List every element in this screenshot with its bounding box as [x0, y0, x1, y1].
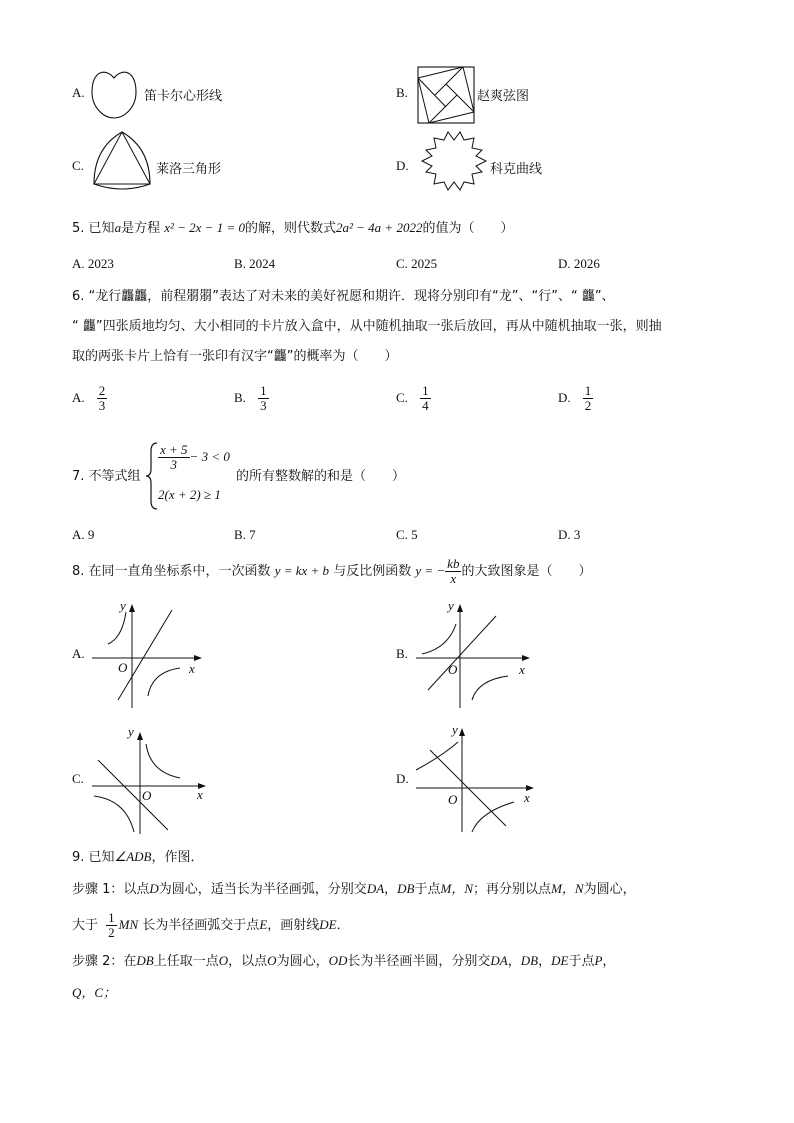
q5-equation: x² − 2x − 1 = 0: [164, 220, 245, 235]
question-8: [72, 556, 591, 586]
q6-option-b-den: 3: [260, 398, 267, 413]
q9-step1b-end: ．: [336, 918, 350, 933]
q9-step2-b: 上任取一点: [153, 954, 219, 969]
q9-point-e: E: [259, 917, 268, 932]
q7-row1-rest: − 3 < 0: [189, 449, 230, 464]
q6-line-3: 取的两张卡片上恰有一张印有汉字“龘”的概率为（ ）: [72, 349, 398, 364]
q9-step2-comma-2: ，: [538, 954, 552, 969]
q8-graph-c: [88, 720, 212, 836]
q5-end: 的值为（ ）: [422, 221, 514, 236]
q6-option-a-num: 2: [98, 383, 106, 398]
q5-option-d: D. 2026: [558, 256, 600, 271]
q8-f2-den: x: [450, 571, 457, 586]
q9-segment-mn: MN: [118, 917, 139, 932]
q8-post: 的大致图象是（ ）: [461, 564, 592, 579]
q7-pre: 7. 不等式组: [72, 469, 141, 484]
question-5: [72, 213, 513, 243]
q9-step1b-pre: 大于: [72, 918, 99, 933]
q4-option-d-letter: D.: [396, 158, 409, 173]
q5-post: 的解，则代数式: [244, 221, 336, 236]
axis-x-label: x: [197, 787, 203, 802]
q9-point-o-2: O: [267, 953, 277, 968]
axis-x-label: x: [519, 662, 525, 677]
q9-points-mn-2: M，N: [551, 881, 584, 896]
q8-graph-b: [412, 596, 536, 714]
q8-graph-d: [412, 718, 540, 836]
q9-line-1: [72, 842, 204, 872]
q9-step2-de: DE: [551, 953, 569, 968]
q6-option-c-letter: C.: [396, 390, 408, 405]
q4-option-b-caption: 赵爽弦图: [477, 89, 530, 104]
q5-number: 5.: [72, 221, 85, 236]
q6-option-d-letter: D.: [558, 390, 571, 405]
q9-ray-db: DB: [397, 881, 415, 896]
q9-comma: ，: [384, 882, 398, 897]
q8-option-c-letter: C.: [72, 771, 84, 786]
q9-ray-da: DA: [366, 881, 385, 896]
koch-curve-figure: [414, 128, 494, 194]
q9-points-mn: M，N: [440, 881, 474, 896]
q7-option-c: C. 5: [396, 527, 418, 542]
q9-half-den: 2: [108, 925, 115, 940]
q5-option-b: B. 2024: [234, 256, 276, 271]
q4-option-c-caption: 莱洛三角形: [156, 162, 222, 177]
q9-step2-comma-1: ，: [507, 954, 521, 969]
q6-option-d-den: 2: [584, 398, 592, 413]
q5-pre: 已知: [88, 221, 115, 236]
q8-mid: 与反比例函数: [333, 564, 412, 579]
q4-option-d-caption: 科克曲线: [490, 162, 543, 177]
q6-option-a-den: 3: [98, 398, 106, 413]
q9-step2-d: 为圆心，: [276, 954, 329, 969]
axis-x-label: x: [524, 790, 530, 805]
q8-graph-a: [88, 596, 208, 714]
q4-option-b-letter: B.: [396, 85, 408, 100]
q4-option-a-letter: A.: [72, 85, 85, 100]
q9-step-2: [72, 946, 615, 976]
q9-step2-a: 步骤 2：在: [72, 954, 137, 969]
q9-step2-e: 长为半径画半圆，分别交: [347, 954, 491, 969]
origin-label: O: [448, 792, 458, 807]
q9-point-p: P: [594, 953, 603, 968]
axis-y-label: y: [128, 724, 134, 739]
q6-option-c: [396, 384, 431, 413]
q6-line-1: 6. “龙行龘龘，前程朤朤”表达了对未来的美好祝愿和期许．现将分别印有“龙”、“行”、“ 龘”、: [72, 289, 615, 304]
cardioid-figure: [88, 66, 140, 120]
q7-option-a: A. 9: [72, 527, 95, 542]
q9-pre: 9. 已知: [72, 850, 115, 865]
q9-step2-db-2: DB: [520, 953, 539, 968]
axis-y-label: y: [120, 598, 126, 613]
q9-step1b-post: ，画射线: [267, 918, 320, 933]
q8-f2-num: kb: [447, 556, 460, 571]
q7-row1-den: 3: [170, 457, 178, 472]
q9-step2-c: ，以点: [228, 954, 268, 969]
origin-label: O: [142, 788, 152, 803]
q7-option-b: B. 7: [234, 527, 256, 542]
origin-label: O: [448, 662, 458, 677]
q9-step1-d: ；再分别以点: [473, 882, 552, 897]
zhaoshuang-figure: [415, 64, 477, 126]
q5-option-c: C. 2025: [396, 256, 438, 271]
q9-step-1b: [72, 910, 350, 940]
reuleaux-figure: [88, 128, 156, 192]
q9-step1-e: 为圆心，: [583, 882, 636, 897]
axis-x-label: x: [189, 661, 195, 676]
q9-segment-od: OD: [328, 953, 348, 968]
axis-y-label: y: [448, 598, 454, 613]
q9-angle: ∠ADB: [114, 849, 152, 864]
q6-option-c-num: 1: [422, 383, 429, 398]
q9-half-num: 1: [108, 910, 115, 925]
q8-option-b-letter: B.: [396, 646, 408, 661]
q7-post: 的所有整数解的和是（ ）: [236, 469, 406, 484]
left-brace-icon: [145, 441, 159, 511]
q8-f2-left: y = −: [415, 563, 446, 578]
q7-inequality-1: [158, 443, 230, 472]
q7-inequality-2: 2(x + 2) ≥ 1: [158, 487, 221, 502]
q7-row1-num: x + 5: [160, 442, 188, 457]
q9-step1b-mid: 长为半径画弧交于点: [142, 918, 260, 933]
q9-point-o: O: [218, 953, 229, 968]
q5-option-a: A. 2023: [72, 256, 114, 271]
q4-option-c-letter: C.: [72, 158, 84, 173]
q5-var: a: [114, 220, 122, 235]
q6-option-b-letter: B.: [234, 390, 246, 405]
q9-step-1: [72, 874, 636, 904]
q9-step-2-cont: Q，C；: [72, 985, 117, 1000]
q5-mid: 是方程: [121, 221, 161, 236]
q9-post: ，作图．: [151, 850, 204, 865]
q8-f1: y = kx + b: [274, 563, 330, 578]
q6-option-c-den: 4: [422, 398, 429, 413]
q6-option-a-letter: A.: [72, 390, 85, 405]
q6-line-2: “ 龘”四张质地均匀、大小相同的卡片放入盒中，从中随机抽取一张后放回，再从中随机抽取一张，则抽: [72, 319, 662, 334]
q8-pre: 8. 在同一直角坐标系中，一次函数: [72, 564, 271, 579]
q6-option-b-num: 1: [260, 383, 267, 398]
q4-option-a-caption: 笛卡尔心形线: [144, 89, 223, 104]
q6-option-d: [558, 384, 593, 413]
q9-ray-de: DE: [319, 917, 337, 932]
q8-option-a-letter: A.: [72, 646, 85, 661]
q9-step2-f: 于点: [568, 954, 595, 969]
q6-option-b: [234, 384, 269, 413]
q9-step2-g: ，: [602, 954, 616, 969]
q9-step1-b: 为圆心，适当长为半径画弧，分别交: [158, 882, 367, 897]
axis-y-label: y: [452, 722, 458, 737]
q6-option-a: [72, 384, 107, 413]
q6-option-d-num: 1: [584, 383, 592, 398]
q9-step2-db: DB: [136, 953, 154, 968]
q9-step1-c: 于点: [414, 882, 441, 897]
q9-point-d: D: [149, 881, 159, 896]
q7-option-d: D. 3: [558, 527, 581, 542]
q8-option-d-letter: D.: [396, 771, 409, 786]
q9-step1-a: 步骤 1：以点: [72, 882, 150, 897]
origin-label: O: [118, 660, 128, 675]
q9-step2-da: DA: [490, 953, 508, 968]
q5-expr: 2a² − 4a + 2022: [336, 220, 423, 235]
